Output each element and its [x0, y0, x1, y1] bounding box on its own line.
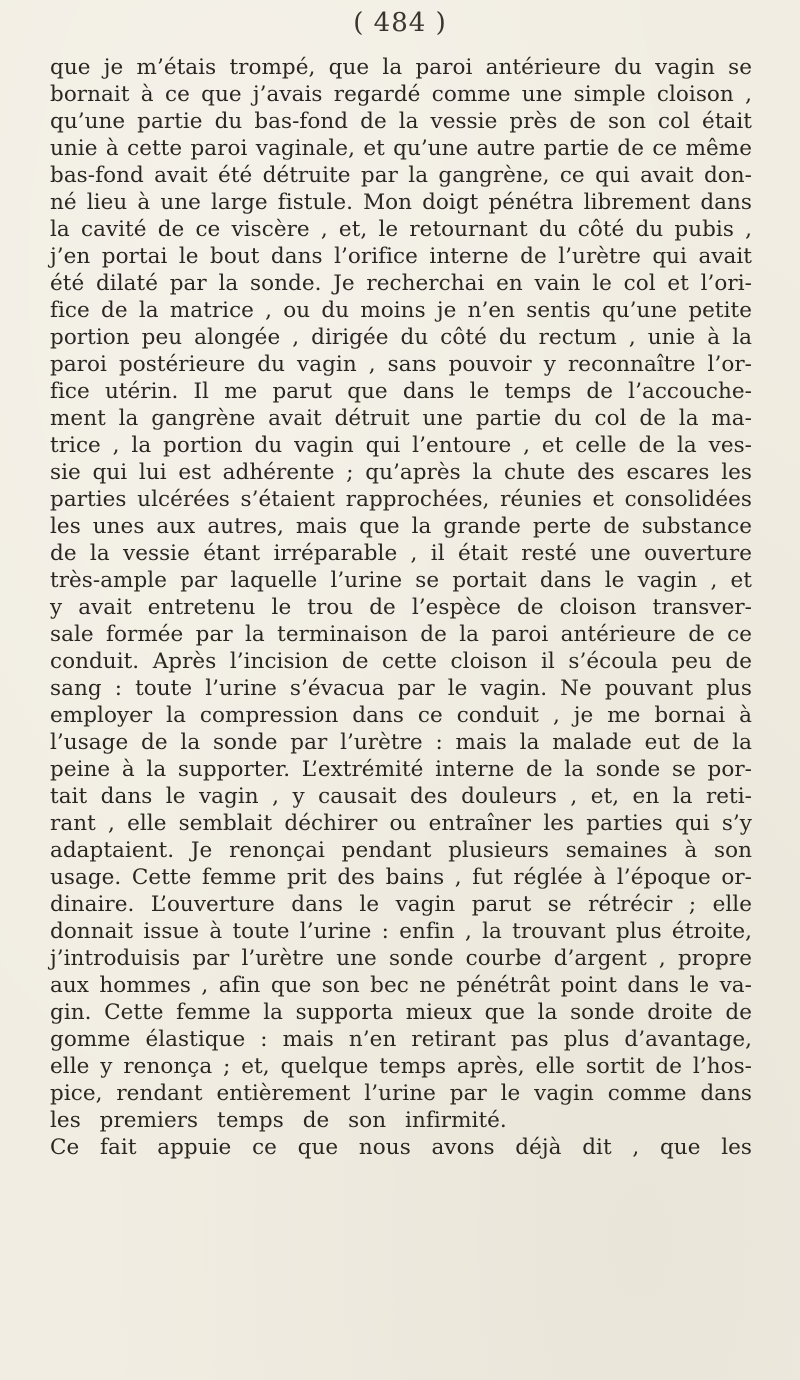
- text-line: gin. Cette femme la supporta mieux que la sonde droite de: [50, 1000, 752, 1025]
- text-line: ment la gangrène avait détruit une partie du col de la ma-: [50, 406, 752, 431]
- text-line: fice utérin. Il me parut que dans le temps de l’accouche-: [50, 379, 752, 404]
- body-text: [50, 54, 752, 1161]
- text-line: qu’une partie du bas-fond de la vessie près de son col était: [50, 109, 752, 134]
- text-line: elle y renonça ; et, quelque temps après, elle sortit de l’hos-: [50, 1054, 752, 1079]
- text-line: l’usage de la sonde par l’urètre : mais la malade eut de la: [50, 730, 752, 755]
- text-line: les unes aux autres, mais que la grande perte de substance: [50, 514, 752, 539]
- text-line: bornait à ce que j’avais regardé comme une simple cloison ,: [50, 82, 752, 107]
- text-line: né lieu à une large fistule. Mon doigt pénétra librement dans: [50, 190, 752, 215]
- text-line: bas-fond avait été détruite par la gangrène, ce qui avait don-: [50, 163, 752, 188]
- text-line: gomme élastique : mais n’en retirant pas plus d’avantage,: [50, 1027, 752, 1052]
- text-line: la cavité de ce viscère , et, le retournant du côté du pubis ,: [50, 217, 752, 242]
- text-line: adaptaient. Je renonçai pendant plusieurs semaines à son: [50, 838, 752, 863]
- text-line: donnait issue à toute l’urine : enfin , la trouvant plus étroite,: [50, 919, 752, 944]
- text-line: conduit. Après l’incision de cette cloison il s’écoula peu de: [50, 649, 752, 674]
- text-line: j’en portai le bout dans l’orifice interne de l’urètre qui avait: [50, 244, 752, 269]
- text-line: rant , elle semblait déchirer ou entraîner les parties qui s’y: [50, 811, 752, 836]
- text-line: sie qui lui est adhérente ; qu’après la chute des escares les: [50, 460, 752, 485]
- text-line: j’introduisis par l’urètre une sonde courbe d’argent , propre: [50, 946, 752, 971]
- text-line: fice de la matrice , ou du moins je n’en sentis qu’une petite: [50, 298, 752, 323]
- text-line: employer la compression dans ce conduit , je me bornai à: [50, 703, 752, 728]
- text-line: portion peu alongée , dirigée du côté du rectum , unie à la: [50, 325, 752, 350]
- text-line: paroi postérieure du vagin , sans pouvoir y reconnaître l’or-: [50, 352, 752, 377]
- text-line: usage. Cette femme prit des bains , fut réglée à l’époque or-: [50, 865, 752, 890]
- text-line: aux hommes , afin que son bec ne pénétrât point dans le va-: [50, 973, 752, 998]
- text-line: que je m’étais trompé, que la paroi antérieure du vagin se: [50, 55, 752, 80]
- text-line: très-ample par laquelle l’urine se portait dans le vagin , et: [50, 568, 752, 593]
- text-line: y avait entretenu le trou de l’espèce de cloison transver-: [50, 595, 752, 620]
- text-line: peine à la supporter. L’extrémité interne de la sonde se por-: [50, 757, 752, 782]
- text-line: Ce fait appuie ce que nous avons déjà dit , que les: [50, 1135, 752, 1160]
- text-line: de la vessie étant irréparable , il était resté une ouverture: [50, 541, 752, 566]
- text-line: parties ulcérées s’étaient rapprochées, réunies et consolidées: [50, 487, 752, 512]
- text-line: les premiers temps de son infirmité.: [50, 1108, 507, 1133]
- text-line: unie à cette paroi vaginale, et qu’une autre partie de ce même: [50, 136, 752, 161]
- text-line: pice, rendant entièrement l’urine par le vagin comme dans: [50, 1081, 752, 1106]
- text-line: sang : toute l’urine s’évacua par le vagin. Ne pouvant plus: [50, 676, 752, 701]
- page-number: ( 484 ): [353, 8, 447, 38]
- text-line: été dilaté par la sonde. Je recherchai en vain le col et l’ori-: [50, 271, 752, 296]
- text-line: tait dans le vagin , y causait des douleurs , et, en la reti-: [50, 784, 752, 809]
- text-line: trice , la portion du vagin qui l’entoure , et celle de la ves-: [50, 433, 752, 458]
- text-line: dinaire. L’ouverture dans le vagin parut se rétrécir ; elle: [50, 892, 752, 917]
- text-line: sale formée par la terminaison de la paroi antérieure de ce: [50, 622, 752, 647]
